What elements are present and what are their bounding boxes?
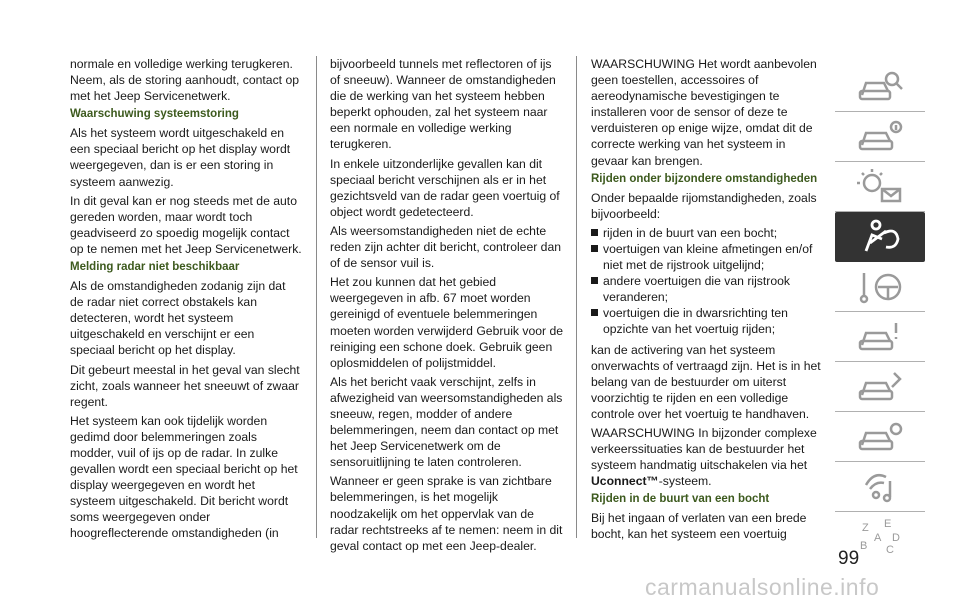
svg-text:A: A [874, 532, 882, 544]
bullet-item [591, 241, 823, 273]
paragraph-text: -systeem. [658, 474, 712, 489]
bullet-text: rijden in de buurt van een bocht; [603, 225, 778, 240]
bullet-item [591, 273, 823, 305]
paragraph-text: WAARSCHUWING In bijzonder complexe verkeerssituaties kan de bestuurder het systeem handmatig uitschakelen via het [591, 425, 817, 473]
section-heading: Rijden onder bijzondere omstandigheden [591, 172, 818, 185]
bullet-text: voertuigen die in dwarsrichting ten opzichte van het voertuig rijden; [603, 306, 788, 337]
column-2 [330, 56, 565, 557]
paragraph: kan de activering van het systeem onverwachts of vertraagd zijn. Het is in het belang van de bestuurder om uiterst voorzichtig te rijden en een volledige controle over het voertuig te handhaven. [591, 342, 821, 421]
bullet-text: andere voertuigen die van rijstrook veranderen; [603, 274, 790, 305]
bullet-marker [591, 277, 598, 284]
paragraph [591, 425, 823, 489]
paragraph: Als de omstandigheden zodanig zijn dat de radar niet correct obstakels kan detecteren, wordt het systeem uitgeschakeld en verschijnt er een speciaal bericht op het display. [70, 279, 286, 358]
section-heading: Waarschuwing systeemstoring [70, 108, 239, 121]
section-heading: Rijden in de buurt van een bocht [591, 493, 770, 506]
svg-text:B: B [860, 540, 868, 552]
page-number: 99 [838, 548, 860, 569]
paragraph: Als weersomstandigheden niet de echte reden zijn achter dit bericht, controleer dan of de sensor vuil is. [330, 223, 562, 271]
car-info-icon [856, 117, 904, 157]
column-divider-2 [576, 56, 577, 538]
tab-maintenance[interactable] [835, 362, 925, 412]
bullet-marker [591, 309, 598, 316]
bullet-marker [591, 245, 598, 252]
paragraph: Wanneer er geen sprake is van zichtbare belemmeringen, is het mogelijk noodzakelijk om het oppervlak van de radar rechtstreeks af te nemen: neem in dit geval contact op met een Jeep-dealer. [330, 474, 563, 553]
column-divider-1 [316, 56, 317, 538]
svg-text:D: D [892, 532, 900, 544]
column-3 [591, 56, 823, 546]
car-search-icon [856, 67, 904, 107]
tab-technical-data[interactable] [835, 412, 925, 462]
tab-safety[interactable] [835, 212, 925, 262]
tab-multimedia[interactable] [835, 462, 925, 512]
index-icon [856, 517, 904, 557]
tab-car-search[interactable] [835, 62, 925, 112]
paragraph: Als het bericht vaak verschijnt, zelfs in afwezigheid van weersomstandigheden als sneeuw, regen, modder of andere belemmeringen, neem dan contact op met het Jeep Servicenetwerk om de sensoruitlijning te laten controleren. [330, 374, 563, 470]
bullet-text: voertuigen van kleine afmetingen en/of niet met de rijstrook uitgelijnd; [603, 241, 813, 273]
tab-starting-driving[interactable] [835, 262, 925, 312]
svg-text:Z: Z [862, 522, 869, 534]
paragraph: Het zou kunnen dat het gebied weergegeven in afb. 67 moet worden gereinigd of eventuele belemmeringen moeten worden verwijderd Gebruik voor de reiniging een schone doek. Gebruik geen oplosmiddelen of polijstmiddel. [330, 275, 564, 370]
uconnect-label: Uconnect™ [591, 474, 659, 489]
section-heading: Melding radar niet beschikbaar [70, 261, 240, 274]
warning-lights-icon [856, 167, 904, 207]
paragraph: bijvoorbeeld tunnels met reflectoren of ijs of sneeuw). Wanneer de omstandigheden die de werking van het systeem hebben beperkt ophouden, zal het systeem naar een normale en volledige werking terugkeren. [330, 57, 556, 152]
paragraph: Dit gebeurt meestal in het geval van slecht zicht, zoals wanneer het sneeuwt of zwaar regent. [70, 362, 300, 409]
paragraph: WAARSCHUWING Het wordt aanbevolen geen toestellen, accessoires of aereodynamische bevestigingen te installeren voor de sensor of deze te verduisteren op enige wijze, omdat dit de correcte werking van het systeem in gevaar kan brengen. [591, 57, 817, 168]
maintenance-icon [856, 367, 904, 407]
tab-car-info[interactable] [835, 112, 925, 162]
watermark: carmanualsonline.info [645, 574, 880, 600]
bullet-item [591, 305, 823, 337]
paragraph: In dit geval kan er nog steeds met de auto gereden worden, maar wordt toch geadviseerd zo spoedig mogelijk contact op te nemen met het Jeep Servicenetwerk. [70, 193, 302, 256]
paragraph: In enkele uitzonderlijke gevallen kan dit speciaal bericht verschijnen als er in het gezichtsveld van de radar geen voertuig of object wordt gedetecteerd. [330, 156, 560, 219]
paragraph: Als het systeem wordt uitgeschakeld en een speciaal bericht op het display wordt weergegeven, dan is er een storing in systeem aanwezig. [70, 126, 291, 189]
svg-text:E: E [884, 518, 892, 530]
svg-text:C: C [886, 544, 894, 556]
column-1 [70, 56, 302, 545]
paragraph: Onder bepaalde rijomstandigheden, zoals bijvoorbeeld: [591, 190, 817, 221]
paragraph: Het systeem kan ook tijdelijk worden gedimd door belemmeringen zoals modder, vuil of ijs op de radar. In zulke gevallen wordt een speciaal bericht op het display weergegeven en wordt het systeem uitgeschakeld. Dit bericht wordt soms weergegeven onder hoogreflecterende omstandigheden (in [70, 413, 298, 541]
safety-airbag-icon [856, 217, 904, 257]
in-emergency-icon [856, 317, 904, 357]
bullet-item [591, 225, 823, 241]
bullet-marker [591, 229, 598, 236]
paragraph: Bij het ingaan of verlaten van een brede bocht, kan het systeem een voertuig [591, 511, 807, 542]
starting-driving-icon [856, 267, 904, 307]
technical-data-icon [856, 417, 904, 457]
tab-warning-lights[interactable] [835, 162, 925, 212]
paragraph: normale en volledige werking terugkeren. Neem, als de storing aanhoudt, contact op met het Jeep Servicenetwerk. [70, 57, 299, 104]
tab-in-emergency[interactable] [835, 312, 925, 362]
multimedia-icon [856, 467, 904, 507]
